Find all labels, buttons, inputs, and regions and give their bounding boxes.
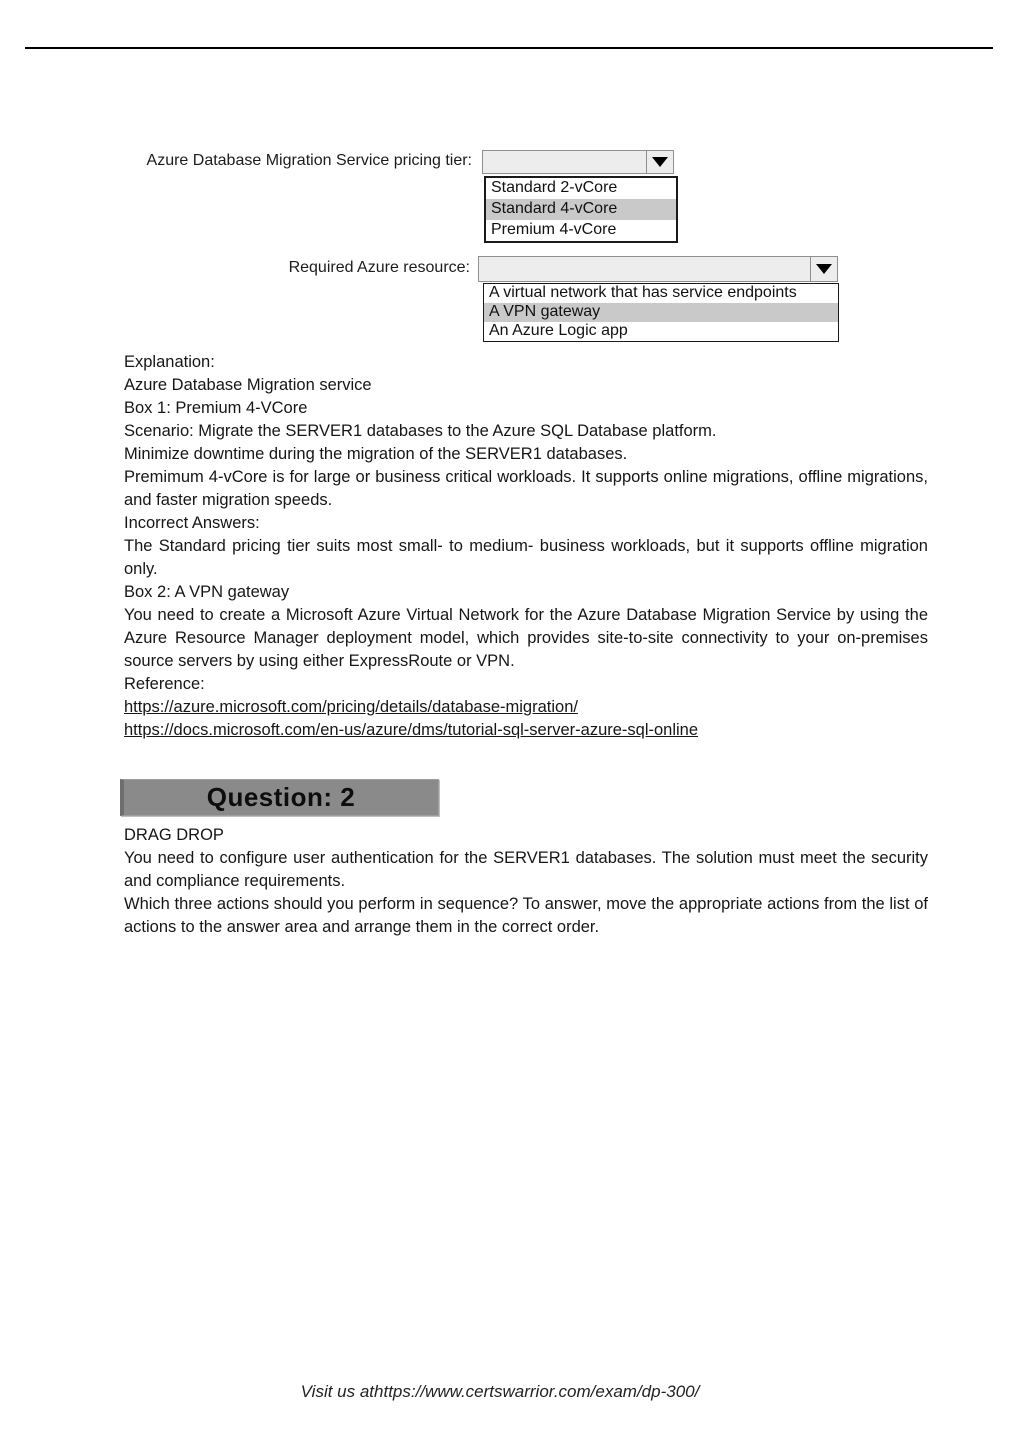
explanation-paragraph: Premimum 4-vCore is for large or business critical workloads. It supports online migrations, offline migrations, and faster migration speeds. bbox=[124, 468, 928, 509]
question-paragraph: Which three actions should you perform in sequence? To answer, move the appropriate actions from the list of actions to the answer area and arrange them in the correct order. bbox=[124, 895, 928, 936]
pricing-tier-option-list bbox=[484, 176, 678, 243]
question-2-header bbox=[120, 779, 439, 816]
pricing-tier-label: Azure Database Migration Service pricing tier: bbox=[146, 152, 472, 169]
question-2-title: Question: 2 bbox=[206, 782, 356, 812]
incorrect-answers-heading: Incorrect Answers: bbox=[124, 514, 260, 532]
required-resource-option-list bbox=[483, 283, 839, 342]
option-azure-logic-app[interactable]: An Azure Logic app bbox=[489, 322, 628, 339]
required-resource-label: Required Azure resource: bbox=[288, 259, 470, 276]
explanation-line: Minimize downtime during the migration of the SERVER1 databases. bbox=[124, 445, 628, 463]
explanation-paragraph: The Standard pricing tier suits most small- to medium- business workloads, but it supports offline migration only. bbox=[124, 537, 928, 578]
chevron-down-icon bbox=[816, 264, 832, 274]
chevron-down-icon bbox=[652, 157, 668, 167]
explanation-heading: Explanation: bbox=[124, 353, 215, 371]
explanation-paragraph: You need to create a Microsoft Azure Virtual Network for the Azure Database Migration Service by using the Azure Resource Manager deployment model, which provides site-to-site connectivity to your on-premises source servers by using either ExpressRoute or VPN. bbox=[124, 606, 928, 670]
explanation-section bbox=[124, 351, 928, 742]
question-type-tag: DRAG DROP bbox=[124, 826, 224, 844]
pricing-tier-select[interactable] bbox=[482, 150, 674, 174]
explanation-line: Scenario: Migrate the SERVER1 databases to the Azure SQL Database platform. bbox=[124, 422, 717, 440]
page-footer: Visit us athttps://www.certswarrior.com/exam/dp-300/ bbox=[300, 1382, 700, 1401]
reference-heading: Reference: bbox=[124, 675, 205, 693]
required-resource-select[interactable] bbox=[478, 256, 838, 282]
reference-link-database-migration[interactable]: https://azure.microsoft.com/pricing/details/database-migration/ bbox=[124, 698, 578, 716]
pricing-tier-selected-value bbox=[483, 151, 646, 173]
required-resource-dropdown-button[interactable] bbox=[810, 257, 837, 281]
question-2-body bbox=[124, 824, 928, 939]
required-resource-selected-value bbox=[479, 257, 810, 281]
pricing-tier-dropdown-button[interactable] bbox=[646, 151, 673, 173]
option-standard-4-vcore[interactable]: Standard 4-vCore bbox=[486, 199, 676, 220]
reference-link-dms-tutorial[interactable]: https://docs.microsoft.com/en-us/azure/dms/tutorial-sql-server-azure-sql-online bbox=[124, 721, 699, 739]
option-vpn-gateway[interactable]: A VPN gateway bbox=[484, 303, 838, 322]
option-virtual-network[interactable]: A virtual network that has service endpoints bbox=[489, 284, 797, 301]
question-paragraph: You need to configure user authentication for the SERVER1 databases. The solution must meet the security and compliance requirements. bbox=[124, 849, 928, 890]
explanation-line: Box 2: A VPN gateway bbox=[124, 583, 290, 601]
option-standard-2-vcore[interactable]: Standard 2-vCore bbox=[491, 179, 618, 196]
explanation-line: Azure Database Migration service bbox=[124, 376, 372, 394]
explanation-line: Box 1: Premium 4-VCore bbox=[124, 399, 308, 417]
page-top-rule bbox=[25, 47, 993, 49]
option-premium-4-vcore[interactable]: Premium 4-vCore bbox=[491, 221, 617, 238]
